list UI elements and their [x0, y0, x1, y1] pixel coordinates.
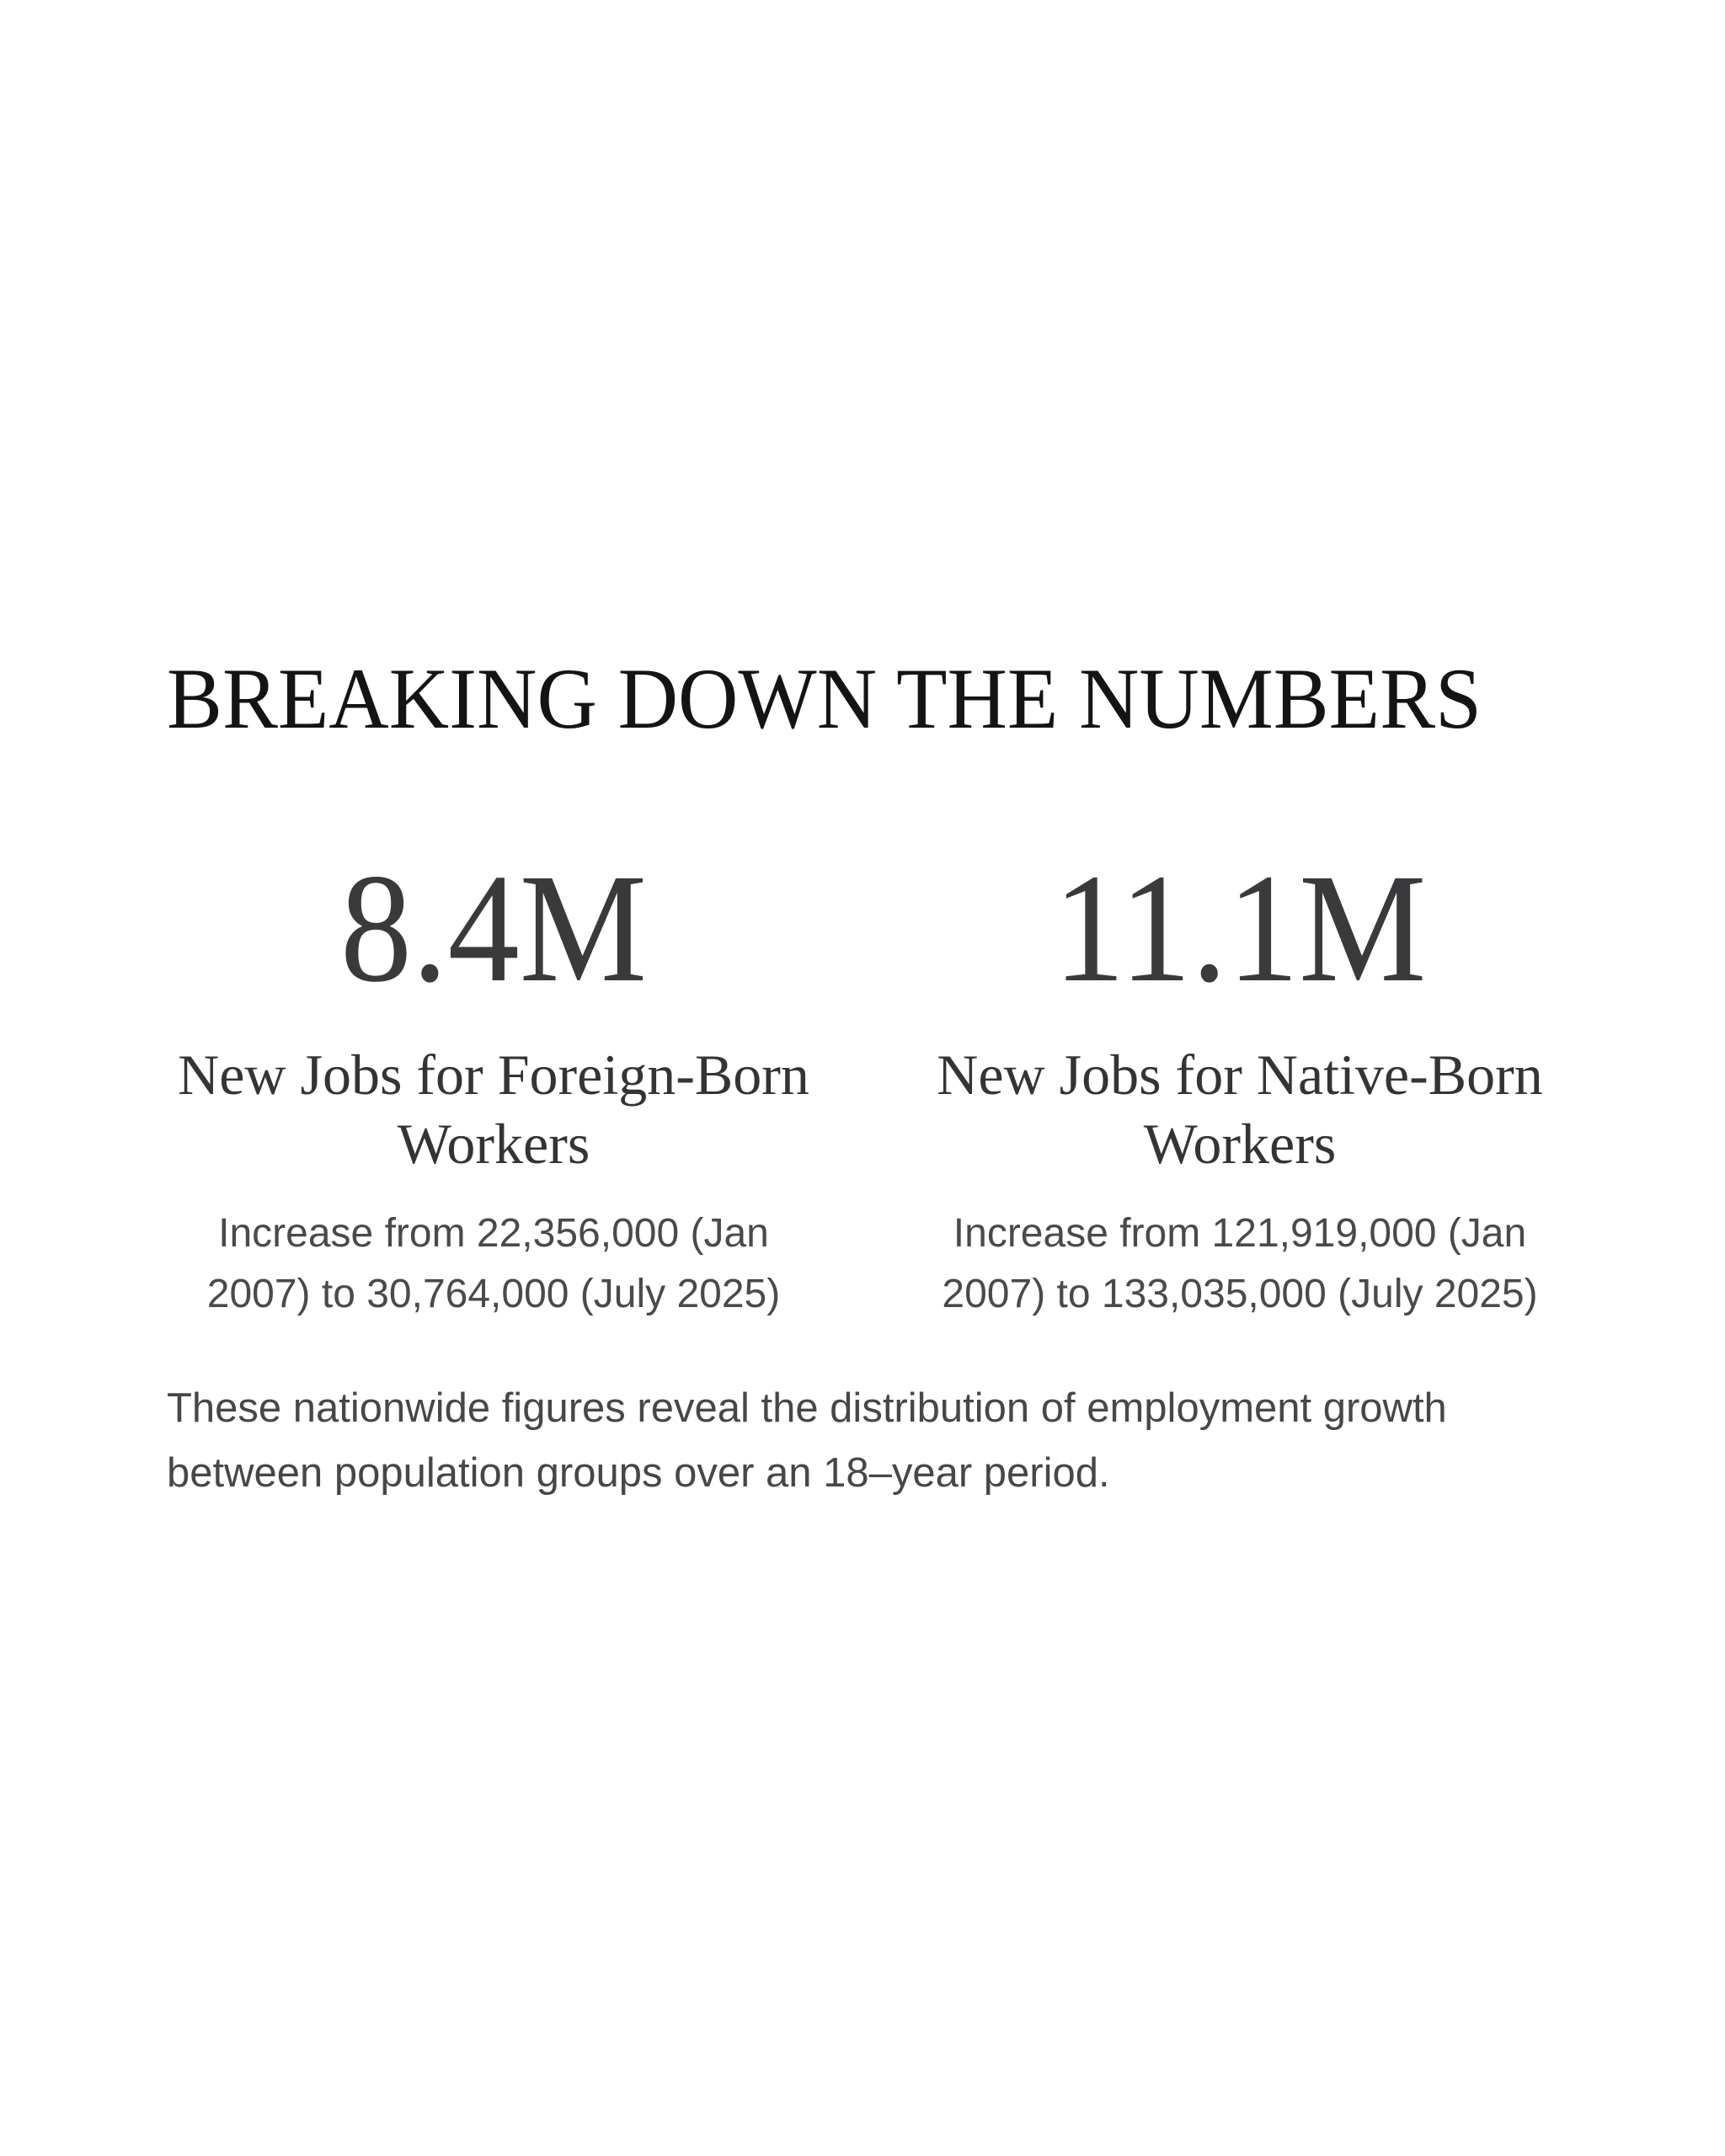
stat-detail-native-born: Increase from 121,919,000 (Jan 2007) to 133,035,000 (July 2025): [942, 1211, 1538, 1317]
stat-native-born: [909, 842, 1571, 1325]
footnote-text: These nationwide figures reveal the distribution of employment growth between population groups over an 18–year period.: [167, 1385, 1447, 1497]
stat-value-native-born: 11.1M: [1053, 842, 1427, 1015]
stats-row: [163, 842, 1571, 1325]
stat-value-foreign-born: 8.4M: [339, 842, 648, 1015]
section-title: BREAKING DOWN THE NUMBERS: [167, 651, 1482, 747]
stat-label-native-born: New Jobs for Native-Born Workers: [937, 1043, 1543, 1176]
stat-detail-foreign-born: Increase from 22,356,000 (Jan 2007) to 30,764,000 (July 2025): [206, 1211, 781, 1317]
stat-foreign-born: [163, 842, 825, 1325]
stat-label-foreign-born: New Jobs for Foreign-Born Workers: [178, 1043, 809, 1176]
